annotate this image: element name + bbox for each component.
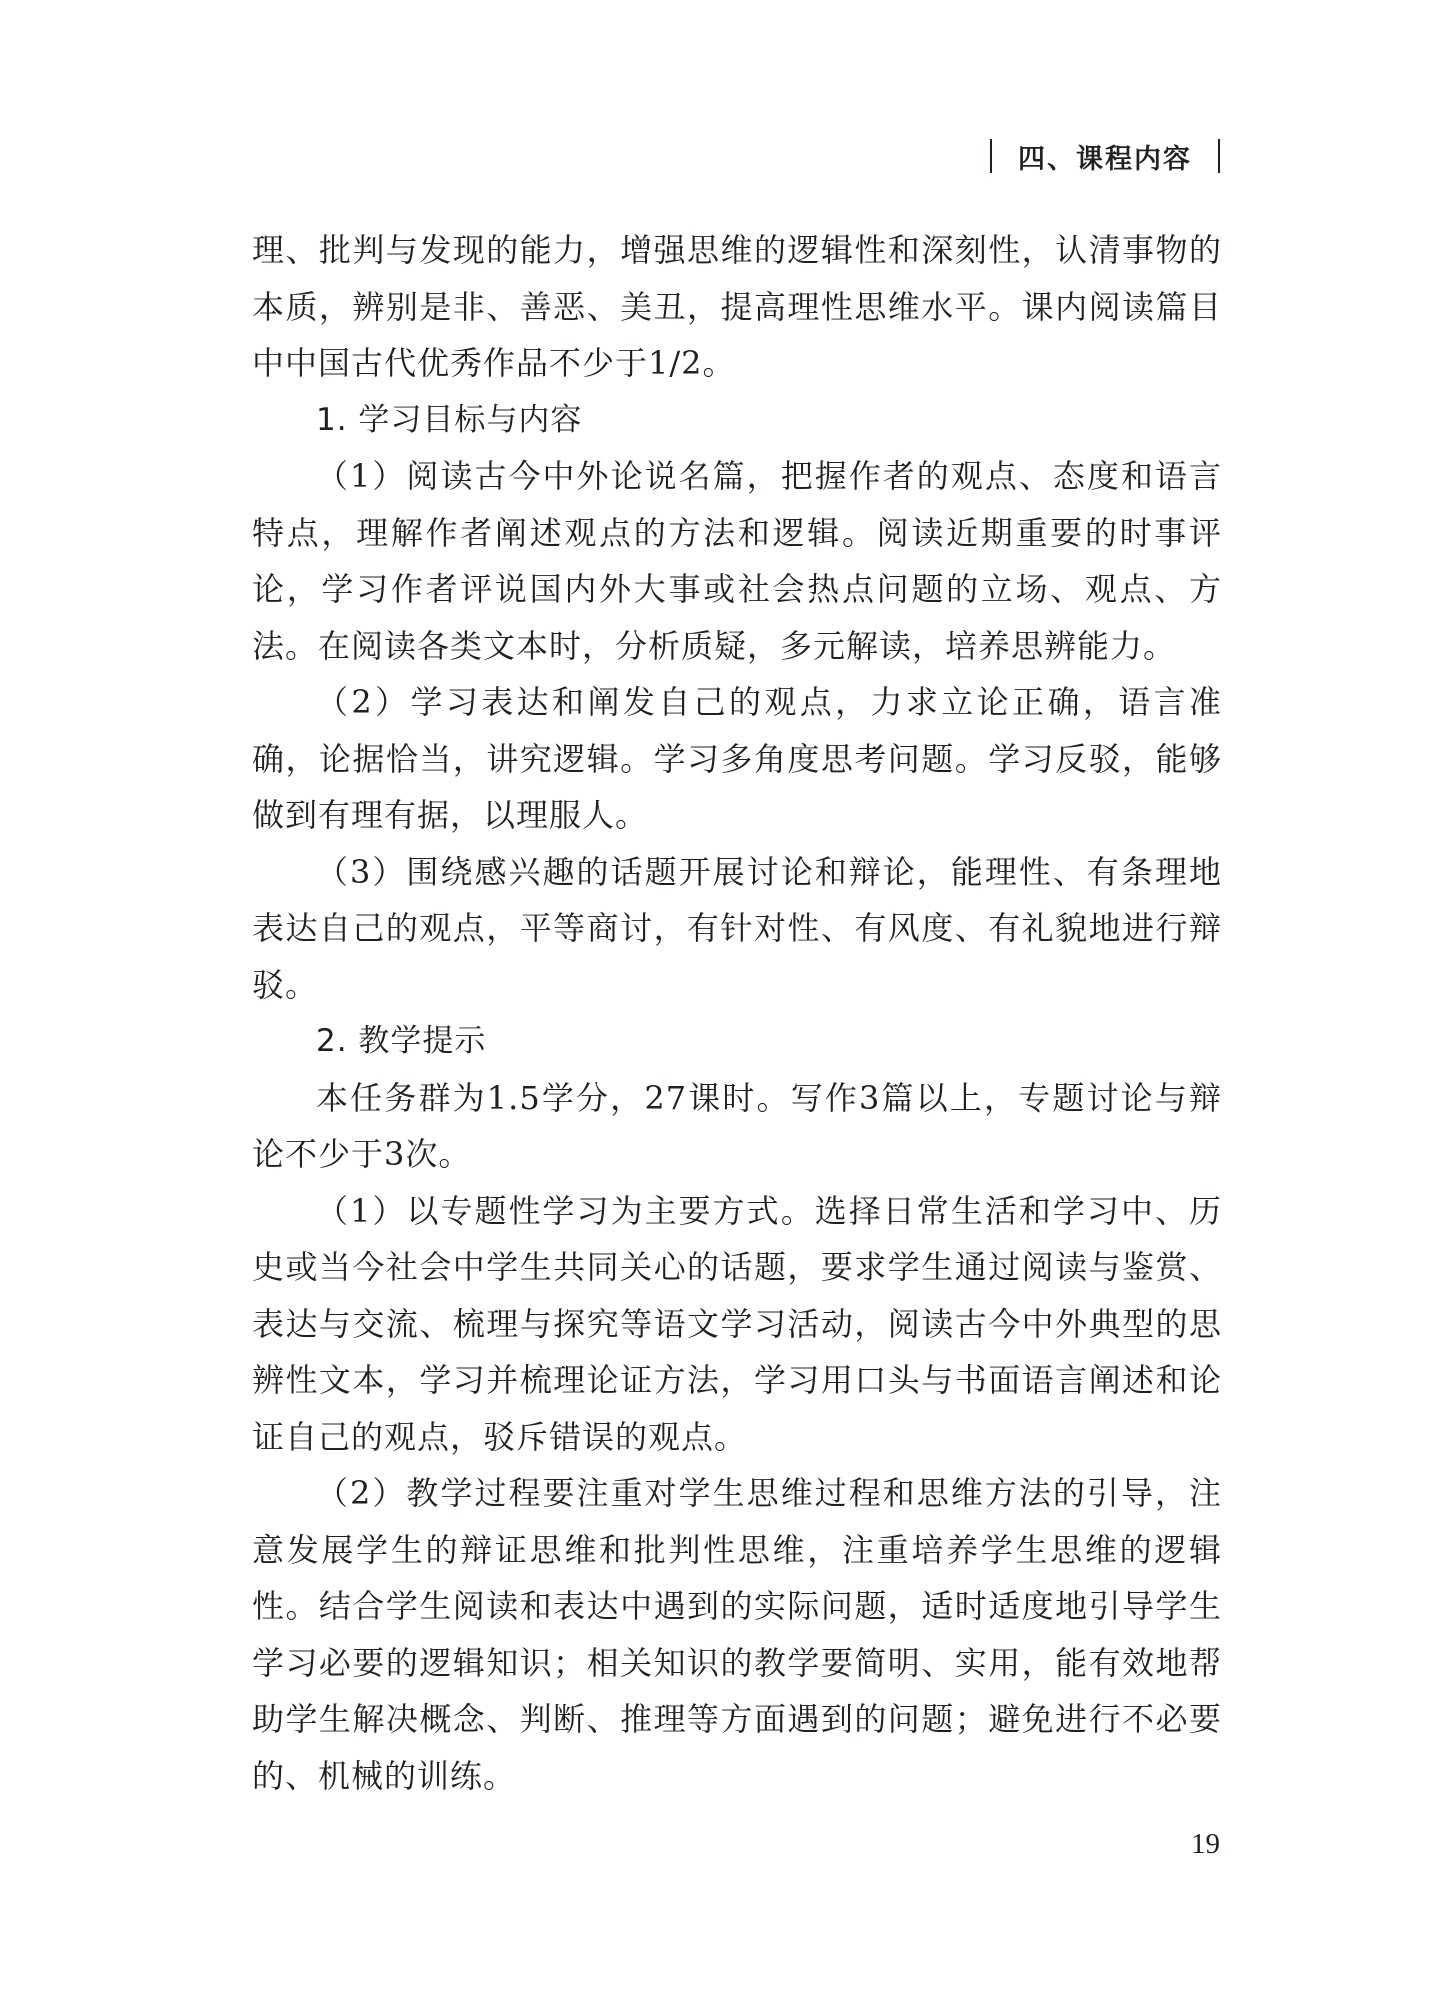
intro-continuation-paragraph: 理、批判与发现的能力，增强思维的逻辑性和深刻性，认清事物的本质，辨别是非、善恶、美丑，提高理性思维水平。课内阅读篇目中中国古代优秀作品不少于1/2。 [252,231,1222,382]
running-header [990,136,1220,176]
section-1-item-2: （2）学习表达和阐发自己的观点，力求立论正确，语言准确，论据恰当，讲究逻辑。学习多角度思考问题。学习反驳，能够做到有理有据，以理服人。 [252,683,1222,834]
section-title: 四、课程内容 [1018,143,1192,175]
page-body [252,222,1222,1804]
section-2-item-1: （1）以专题性学习为主要方式。选择日常生活和学习中、历史或当今社会中学生共同关心的话题，要求学生通过阅读与鉴赏、表达与交流、梳理与探究等语文学习活动，阅读古今中外典型的思辨性文本，学习并梳理论证方法，学习用口头与书面语言阐述和论证自己的观点，驳斥错误的观点。 [252,1191,1222,1456]
section-1-item-3: （3）围绕感兴趣的话题开展讨论和辩论，能理性、有条理地表达自己的观点，平等商讨，有针对性、有风度、有礼貌地进行辩驳。 [252,852,1222,1004]
header-divider-right [1218,139,1220,173]
section-1-heading: 1. 学习目标与内容 [316,401,583,438]
section-1-item-1: （1）阅读古今中外论说名篇，把握作者的观点、态度和语言特点，理解作者阐述观点的方法和逻辑。阅读近期重要的时事评论，学习作者评说国内外大事或社会热点问题的立场、观点、方法。在阅读各类文本时，分析质疑，多元解读，培养思辨能力。 [252,457,1222,665]
page-number: 19 [1191,1828,1220,1860]
section-2-intro: 本任务群为1.5学分，27课时。写作3篇以上，专题讨论与辩论不少于3次。 [252,1078,1222,1173]
header-divider-left [990,139,992,173]
section-2-item-2: （2）教学过程要注重对学生思维过程和思维方法的引导，注意发展学生的辩证思维和批判性思维，注重培养学生思维的逻辑性。结合学生阅读和表达中遇到的实际问题，适时适度地引导学生学习必要的逻辑知识；相关知识的教学要简明、实用，能有效地帮助学生解决概念、判断、推理等方面遇到的问题；避免进行不必要的、机械的训练。 [252,1474,1222,1795]
section-2-heading: 2. 教学提示 [316,1023,487,1059]
